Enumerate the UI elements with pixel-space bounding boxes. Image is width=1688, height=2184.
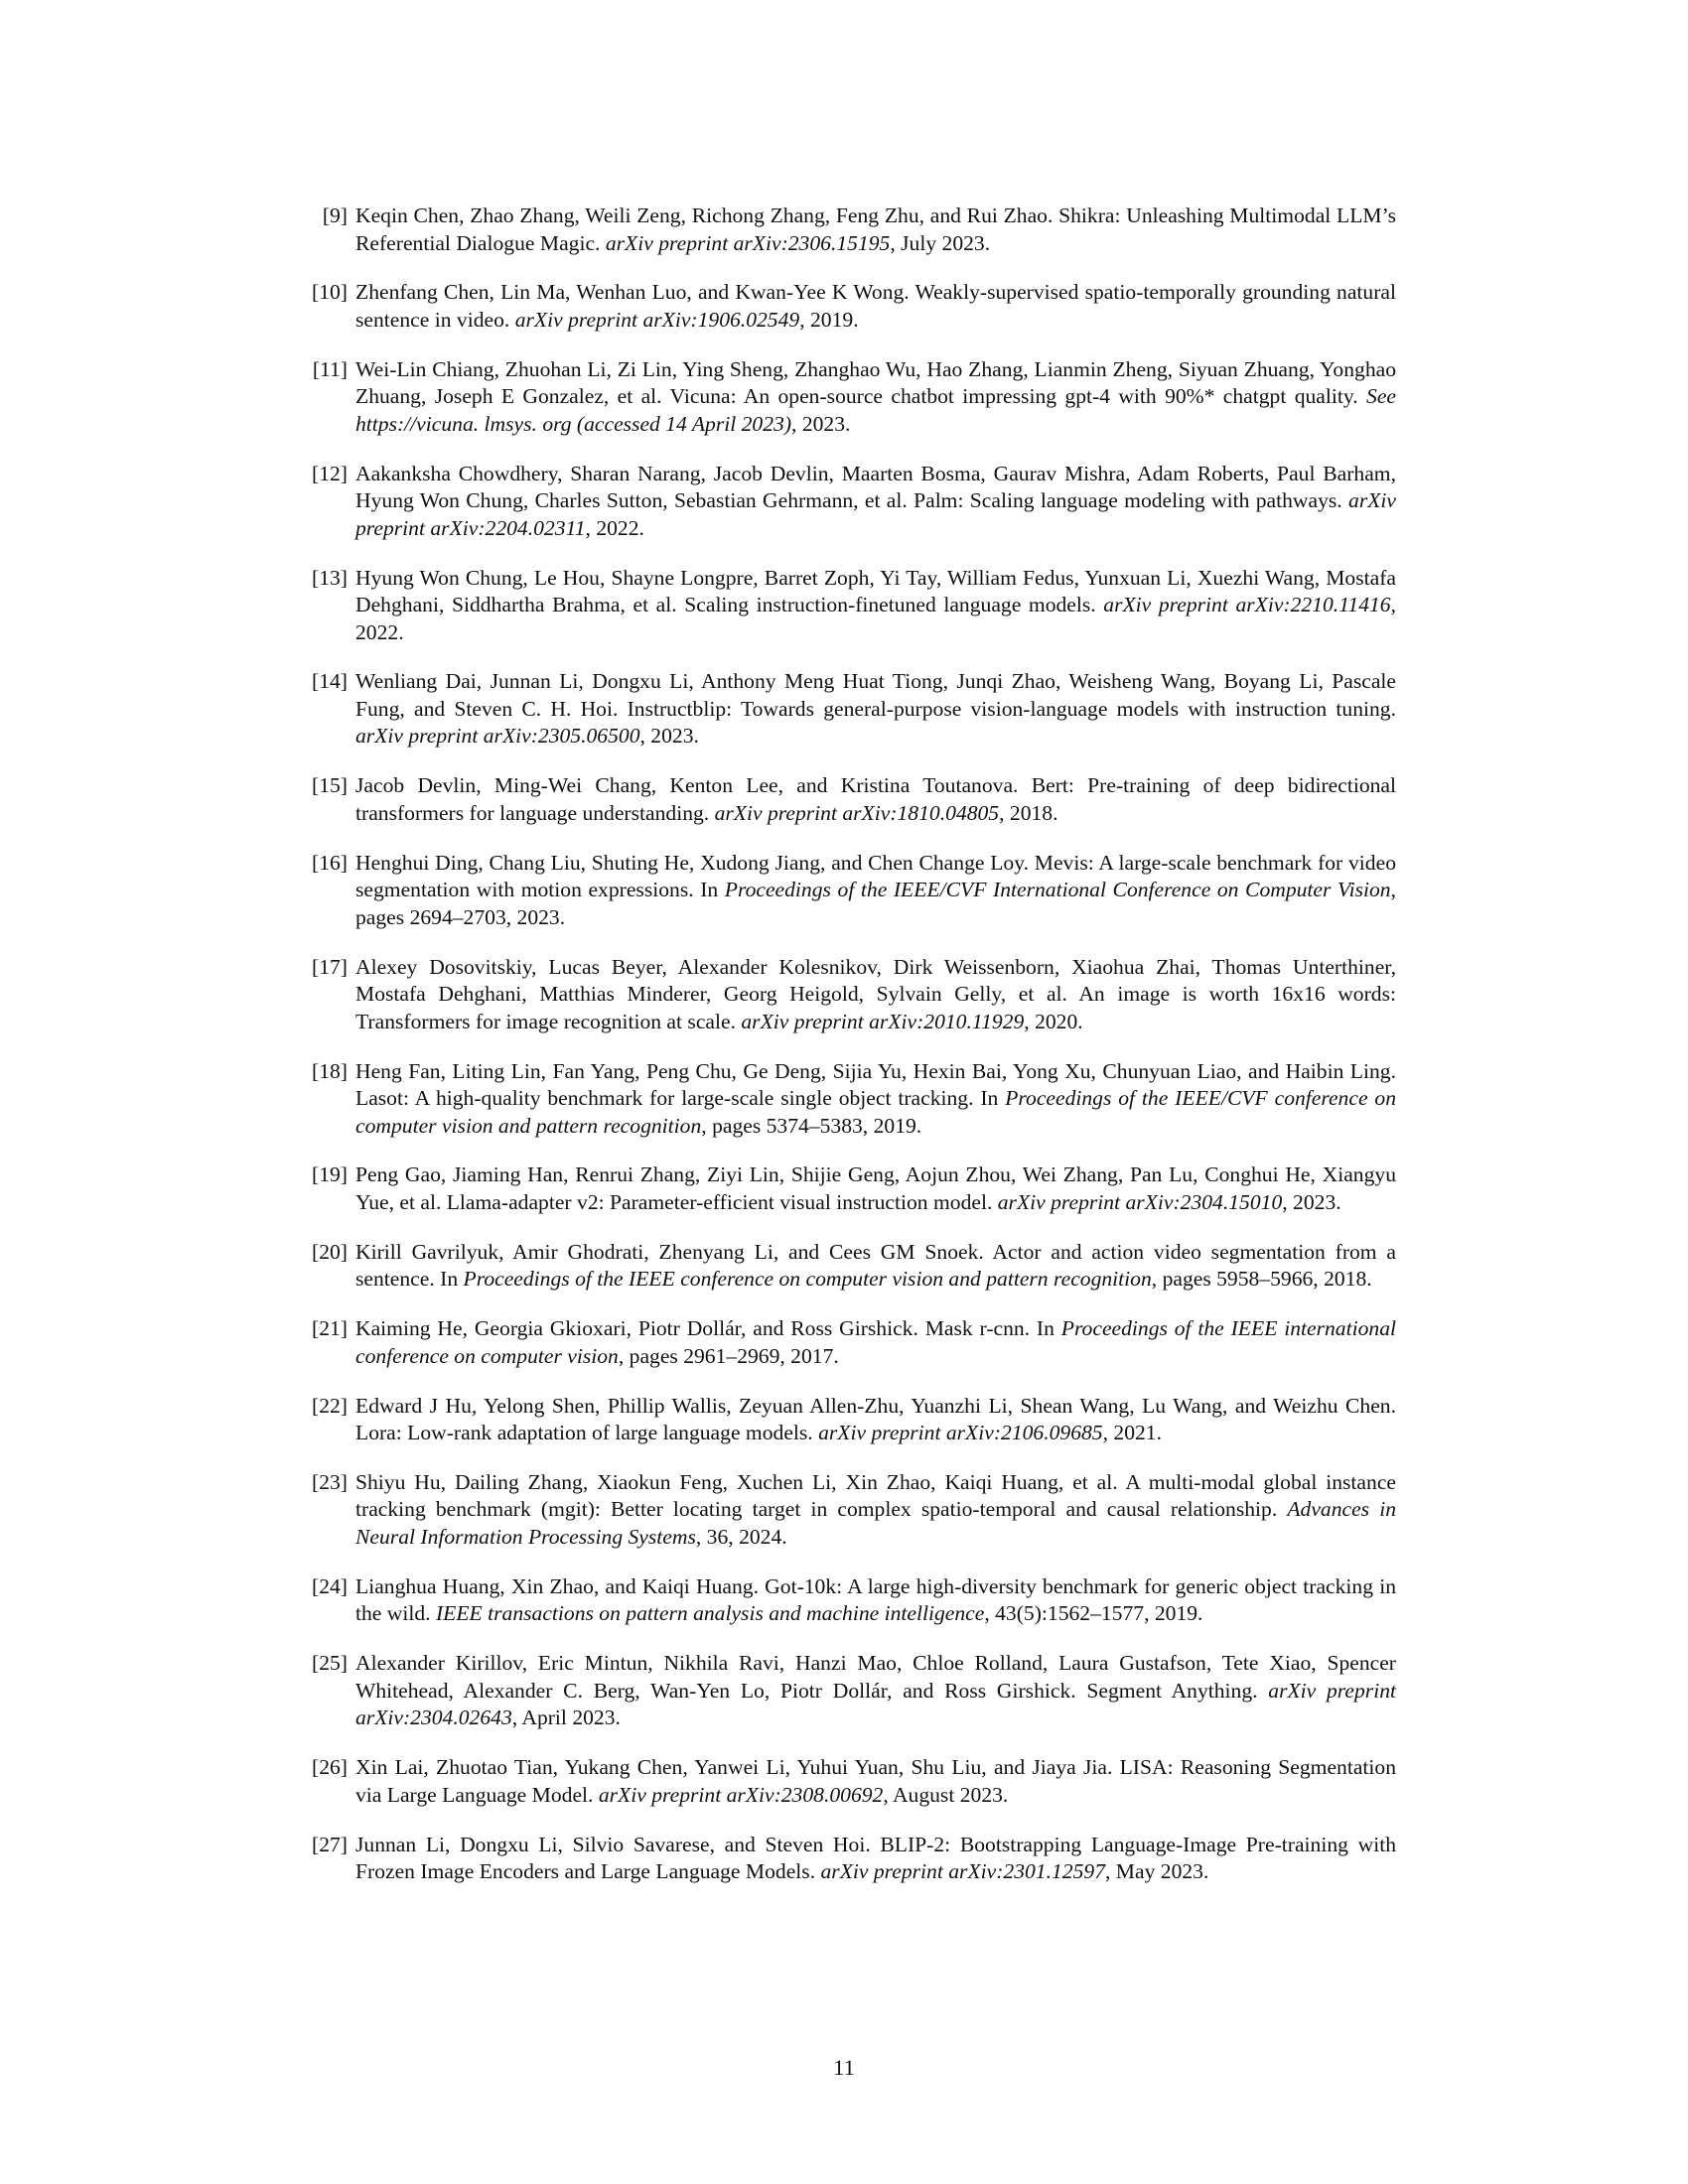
reference-venue: arXiv preprint arXiv:2304.02643 <box>355 1678 1396 1730</box>
reference-details: , 2022. <box>585 515 644 540</box>
reference-details: , 2020. <box>1024 1009 1083 1033</box>
reference-text <box>355 1832 1396 1886</box>
reference-text <box>355 954 1396 1036</box>
reference-text <box>355 1650 1396 1732</box>
reference-authors-title: Kirill Gavrilyuk, Amir Ghodrati, Zhenyang Li, and Cees GM Snoek. Actor and action video segmentation from a sentence. In <box>355 1239 1396 1292</box>
reference-details: , 2018. <box>999 800 1058 825</box>
reference-entry <box>298 1832 1396 1886</box>
reference-authors-title: Lianghua Huang, Xin Zhao, and Kaiqi Huang. Got-10k: A large high-diversity benchmark for generic object tracking in the wild. <box>355 1573 1396 1626</box>
reference-details: , 43(5):1562–1577, 2019. <box>984 1601 1203 1626</box>
reference-entry <box>298 850 1396 932</box>
reference-details: , July 2023. <box>890 230 991 255</box>
reference-entry <box>298 1315 1396 1370</box>
reference-authors-title: Wenliang Dai, Junnan Li, Dongxu Li, Anthony Meng Huat Tiong, Junqi Zhao, Weisheng Wang, Boyang Li, Pascale Fung, and Steven C. H. Hoi. Instructblip: Towards general-purpose vision-language models with instruction tuning. <box>355 669 1396 721</box>
reference-number: [10] <box>312 280 348 305</box>
reference-details: , 36, 2024. <box>695 1524 787 1549</box>
reference-authors-title: Henghui Ding, Chang Liu, Shuting He, Xudong Jiang, and Chen Change Loy. Mevis: A large-scale benchmark for video segmentation with motion expressions. In <box>355 850 1396 902</box>
reference-text <box>355 461 1396 543</box>
reference-text <box>355 668 1396 751</box>
reference-authors-title: Jacob Devlin, Ming-Wei Chang, Kenton Lee, and Kristina Toutanova. Bert: Pre-training of deep bidirectional transformers for language understanding. <box>355 773 1396 825</box>
reference-authors-title: Shiyu Hu, Dailing Zhang, Xiaokun Feng, Xuchen Li, Xin Zhao, Kaiqi Huang, et al. A multi-modal global instance tracking benchmark (mgit): Better locating target in complex spatio-temporal and causal relationship. <box>355 1469 1396 1522</box>
reference-entry <box>298 1058 1396 1141</box>
reference-number: [17] <box>312 954 348 979</box>
reference-number: [26] <box>312 1755 348 1780</box>
reference-number: [15] <box>312 773 348 798</box>
reference-venue: arXiv preprint arXiv:2308.00692 <box>598 1782 884 1807</box>
reference-details: , 2023. <box>791 411 851 436</box>
reference-venue: arXiv preprint arXiv:2304.15010 <box>997 1189 1283 1214</box>
reference-authors-title: Hyung Won Chung, Le Hou, Shayne Longpre, Barret Zoph, Yi Tay, William Fedus, Yunxuan Li, Xuezhi Wang, Mostafa Dehghani, Siddhartha Brahma, et al. Scaling instruction-finetuned language models. <box>355 565 1396 617</box>
reference-details: , pages 2694–2703, 2023. <box>355 878 1396 929</box>
reference-details: , 2023. <box>639 724 699 749</box>
reference-venue: arXiv preprint arXiv:1906.02549 <box>514 307 800 332</box>
reference-entry <box>298 1469 1396 1552</box>
reference-number: [19] <box>312 1162 348 1187</box>
reference-venue: arXiv preprint arXiv:2010.11929 <box>741 1009 1025 1033</box>
reference-authors-title: Kaiming He, Georgia Gkioxari, Piotr Dollár, and Ross Girshick. Mask r-cnn. In <box>355 1316 1061 1341</box>
reference-text <box>355 356 1396 439</box>
reference-authors-title: Wei-Lin Chiang, Zhuohan Li, Zi Lin, Ying Sheng, Zhanghao Wu, Hao Zhang, Lianmin Zheng, Siyuan Zhuang, Yonghao Zhuang, Joseph E Gonzalez, et al. Vicuna: An open-source chatbot impressing gpt-4 with 90%* chatgpt quality. <box>355 356 1396 409</box>
reference-venue: arXiv preprint arXiv:2106.09685 <box>818 1421 1103 1445</box>
reference-details: , April 2023. <box>511 1706 621 1730</box>
reference-details: , 2019. <box>799 307 859 332</box>
reference-entry <box>298 356 1396 439</box>
reference-entry <box>298 279 1396 334</box>
reference-text <box>355 203 1396 257</box>
reference-authors-title: Heng Fan, Liting Lin, Fan Yang, Peng Chu, Ge Deng, Sijia Yu, Hexin Bai, Yong Xu, Chunyuan Liao, and Haibin Ling. Lasot: A high-quality benchmark for large-scale single object tracking. In <box>355 1058 1396 1111</box>
reference-details: , August 2023. <box>883 1782 1009 1807</box>
reference-venue: arXiv preprint arXiv:2204.02311 <box>355 488 1396 540</box>
reference-venue: Proceedings of the IEEE international conference on computer vision <box>355 1316 1396 1368</box>
reference-venue: arXiv preprint arXiv:2301.12597 <box>820 1859 1105 1884</box>
reference-entry <box>298 954 1396 1036</box>
reference-entry <box>298 1239 1396 1294</box>
reference-entry <box>298 772 1396 827</box>
reference-authors-title: Xin Lai, Zhuotao Tian, Yukang Chen, Yanwei Li, Yuhui Yuan, Shu Liu, and Jiaya Jia. LISA: Reasoning Segmentation via Large Language Model. <box>355 1755 1396 1807</box>
reference-venue: Advances in Neural Information Processing Systems <box>355 1497 1396 1549</box>
reference-venue: arXiv preprint arXiv:2210.11416 <box>1103 593 1391 617</box>
reference-venue: IEEE transactions on pattern analysis and machine intelligence <box>435 1601 985 1626</box>
reference-number: [12] <box>312 461 348 485</box>
reference-venue: See https://vicuna. lmsys. org (accessed 14 April 2023) <box>355 384 1396 436</box>
reference-entry <box>298 1573 1396 1628</box>
reference-details: , pages 5374–5383, 2019. <box>701 1113 922 1138</box>
reference-details: , pages 5958–5966, 2018. <box>1151 1267 1372 1292</box>
reference-text <box>355 565 1396 647</box>
reference-list <box>298 203 1396 1908</box>
reference-entry <box>298 668 1396 751</box>
reference-text <box>355 1239 1396 1294</box>
reference-authors-title: Keqin Chen, Zhao Zhang, Weili Zeng, Richong Zhang, Feng Zhu, and Rui Zhao. Shikra: Unleashing Multimodal LLM’s Referential Dialogue Magic. <box>355 204 1396 255</box>
reference-authors-title: Junnan Li, Dongxu Li, Silvio Savarese, and Steven Hoi. BLIP-2: Bootstrapping Language-Image Pre-training with Frozen Image Encoders and Large Language Models. <box>355 1832 1396 1884</box>
reference-venue: arXiv preprint arXiv:1810.04805 <box>714 800 1000 825</box>
reference-details: , pages 2961–2969, 2017. <box>618 1343 839 1368</box>
reference-text <box>355 1754 1396 1809</box>
reference-number: [21] <box>312 1316 348 1341</box>
reference-details: , 2022. <box>355 593 1396 644</box>
reference-venue: Proceedings of the IEEE conference on computer vision and pattern recognition <box>463 1267 1152 1292</box>
reference-entry <box>298 565 1396 647</box>
page-number: 11 <box>833 2055 855 2080</box>
reference-number: [9] <box>322 204 348 227</box>
reference-text <box>355 1393 1396 1447</box>
reference-details: , May 2023. <box>1105 1859 1209 1884</box>
reference-authors-title: Zhenfang Chen, Lin Ma, Wenhan Luo, and Kwan-Yee K Wong. Weakly-supervised spatio-temporally grounding natural sentence in video. <box>355 280 1396 332</box>
reference-number: [14] <box>312 669 348 694</box>
reference-text <box>355 1058 1396 1141</box>
reference-text <box>355 772 1396 827</box>
reference-entry <box>298 1650 1396 1732</box>
reference-authors-title: Alexander Kirillov, Eric Mintun, Nikhila Ravi, Hanzi Mao, Chloe Rolland, Laura Gustafson, Tete Xiao, Spencer Whitehead, Alexander C. Berg, Wan-Yen Lo, Piotr Dollár, and Ross Girshick. Segment Anything. <box>355 1651 1396 1703</box>
reference-number: [18] <box>312 1058 348 1083</box>
reference-number: [24] <box>312 1573 348 1598</box>
reference-number: [27] <box>312 1832 348 1856</box>
reference-number: [13] <box>312 565 348 590</box>
reference-venue: arXiv preprint arXiv:2306.15195 <box>605 230 891 255</box>
reference-authors-title: Alexey Dosovitskiy, Lucas Beyer, Alexander Kolesnikov, Dirk Weissenborn, Xiaohua Zhai, Thomas Unterthiner, Mostafa Dehghani, Matthias Minderer, Georg Heigold, Sylvain Gelly, et al. An image is worth 16x16 words: Transformers for image recognition at scale. <box>355 954 1396 1033</box>
reference-text <box>355 1315 1396 1370</box>
reference-details: , 2021. <box>1102 1421 1162 1445</box>
reference-entry <box>298 1393 1396 1447</box>
reference-venue: Proceedings of the IEEE/CVF conference on computer vision and pattern recognition <box>355 1086 1396 1138</box>
reference-number: [25] <box>312 1651 348 1676</box>
reference-details: , 2023. <box>1282 1189 1341 1214</box>
reference-number: [22] <box>312 1393 348 1418</box>
reference-text <box>355 279 1396 334</box>
reference-text <box>355 1573 1396 1628</box>
reference-authors-title: Aakanksha Chowdhery, Sharan Narang, Jacob Devlin, Maarten Bosma, Gaurav Mishra, Adam Roberts, Paul Barham, Hyung Won Chung, Charles Sutton, Sebastian Gehrmann, et al. Palm: Scaling language modeling with pathways. <box>355 461 1396 513</box>
reference-text <box>355 1469 1396 1552</box>
reference-text <box>355 850 1396 932</box>
reference-entry <box>298 1754 1396 1809</box>
reference-text <box>355 1161 1396 1216</box>
reference-number: [20] <box>312 1239 348 1264</box>
reference-entry <box>298 203 1396 257</box>
reference-number: [16] <box>312 850 348 875</box>
reference-authors-title: Edward J Hu, Yelong Shen, Phillip Wallis, Zeyuan Allen-Zhu, Yuanzhi Li, Shean Wang, Lu Wang, and Weizhu Chen. Lora: Low-rank adaptation of large language models. <box>355 1393 1396 1445</box>
reference-venue: arXiv preprint arXiv:2305.06500 <box>355 724 640 749</box>
reference-venue: Proceedings of the IEEE/CVF International Conference on Computer Vision <box>724 878 1391 902</box>
reference-entry <box>298 461 1396 543</box>
reference-number: [11] <box>312 356 348 381</box>
reference-entry <box>298 1161 1396 1216</box>
reference-number: [23] <box>312 1469 348 1494</box>
reference-authors-title: Peng Gao, Jiaming Han, Renrui Zhang, Ziyi Lin, Shijie Geng, Aojun Zhou, Wei Zhang, Pan Lu, Conghui He, Xiangyu Yue, et al. Llama-adapter v2: Parameter-efficient visual instruction model. <box>355 1162 1396 1214</box>
